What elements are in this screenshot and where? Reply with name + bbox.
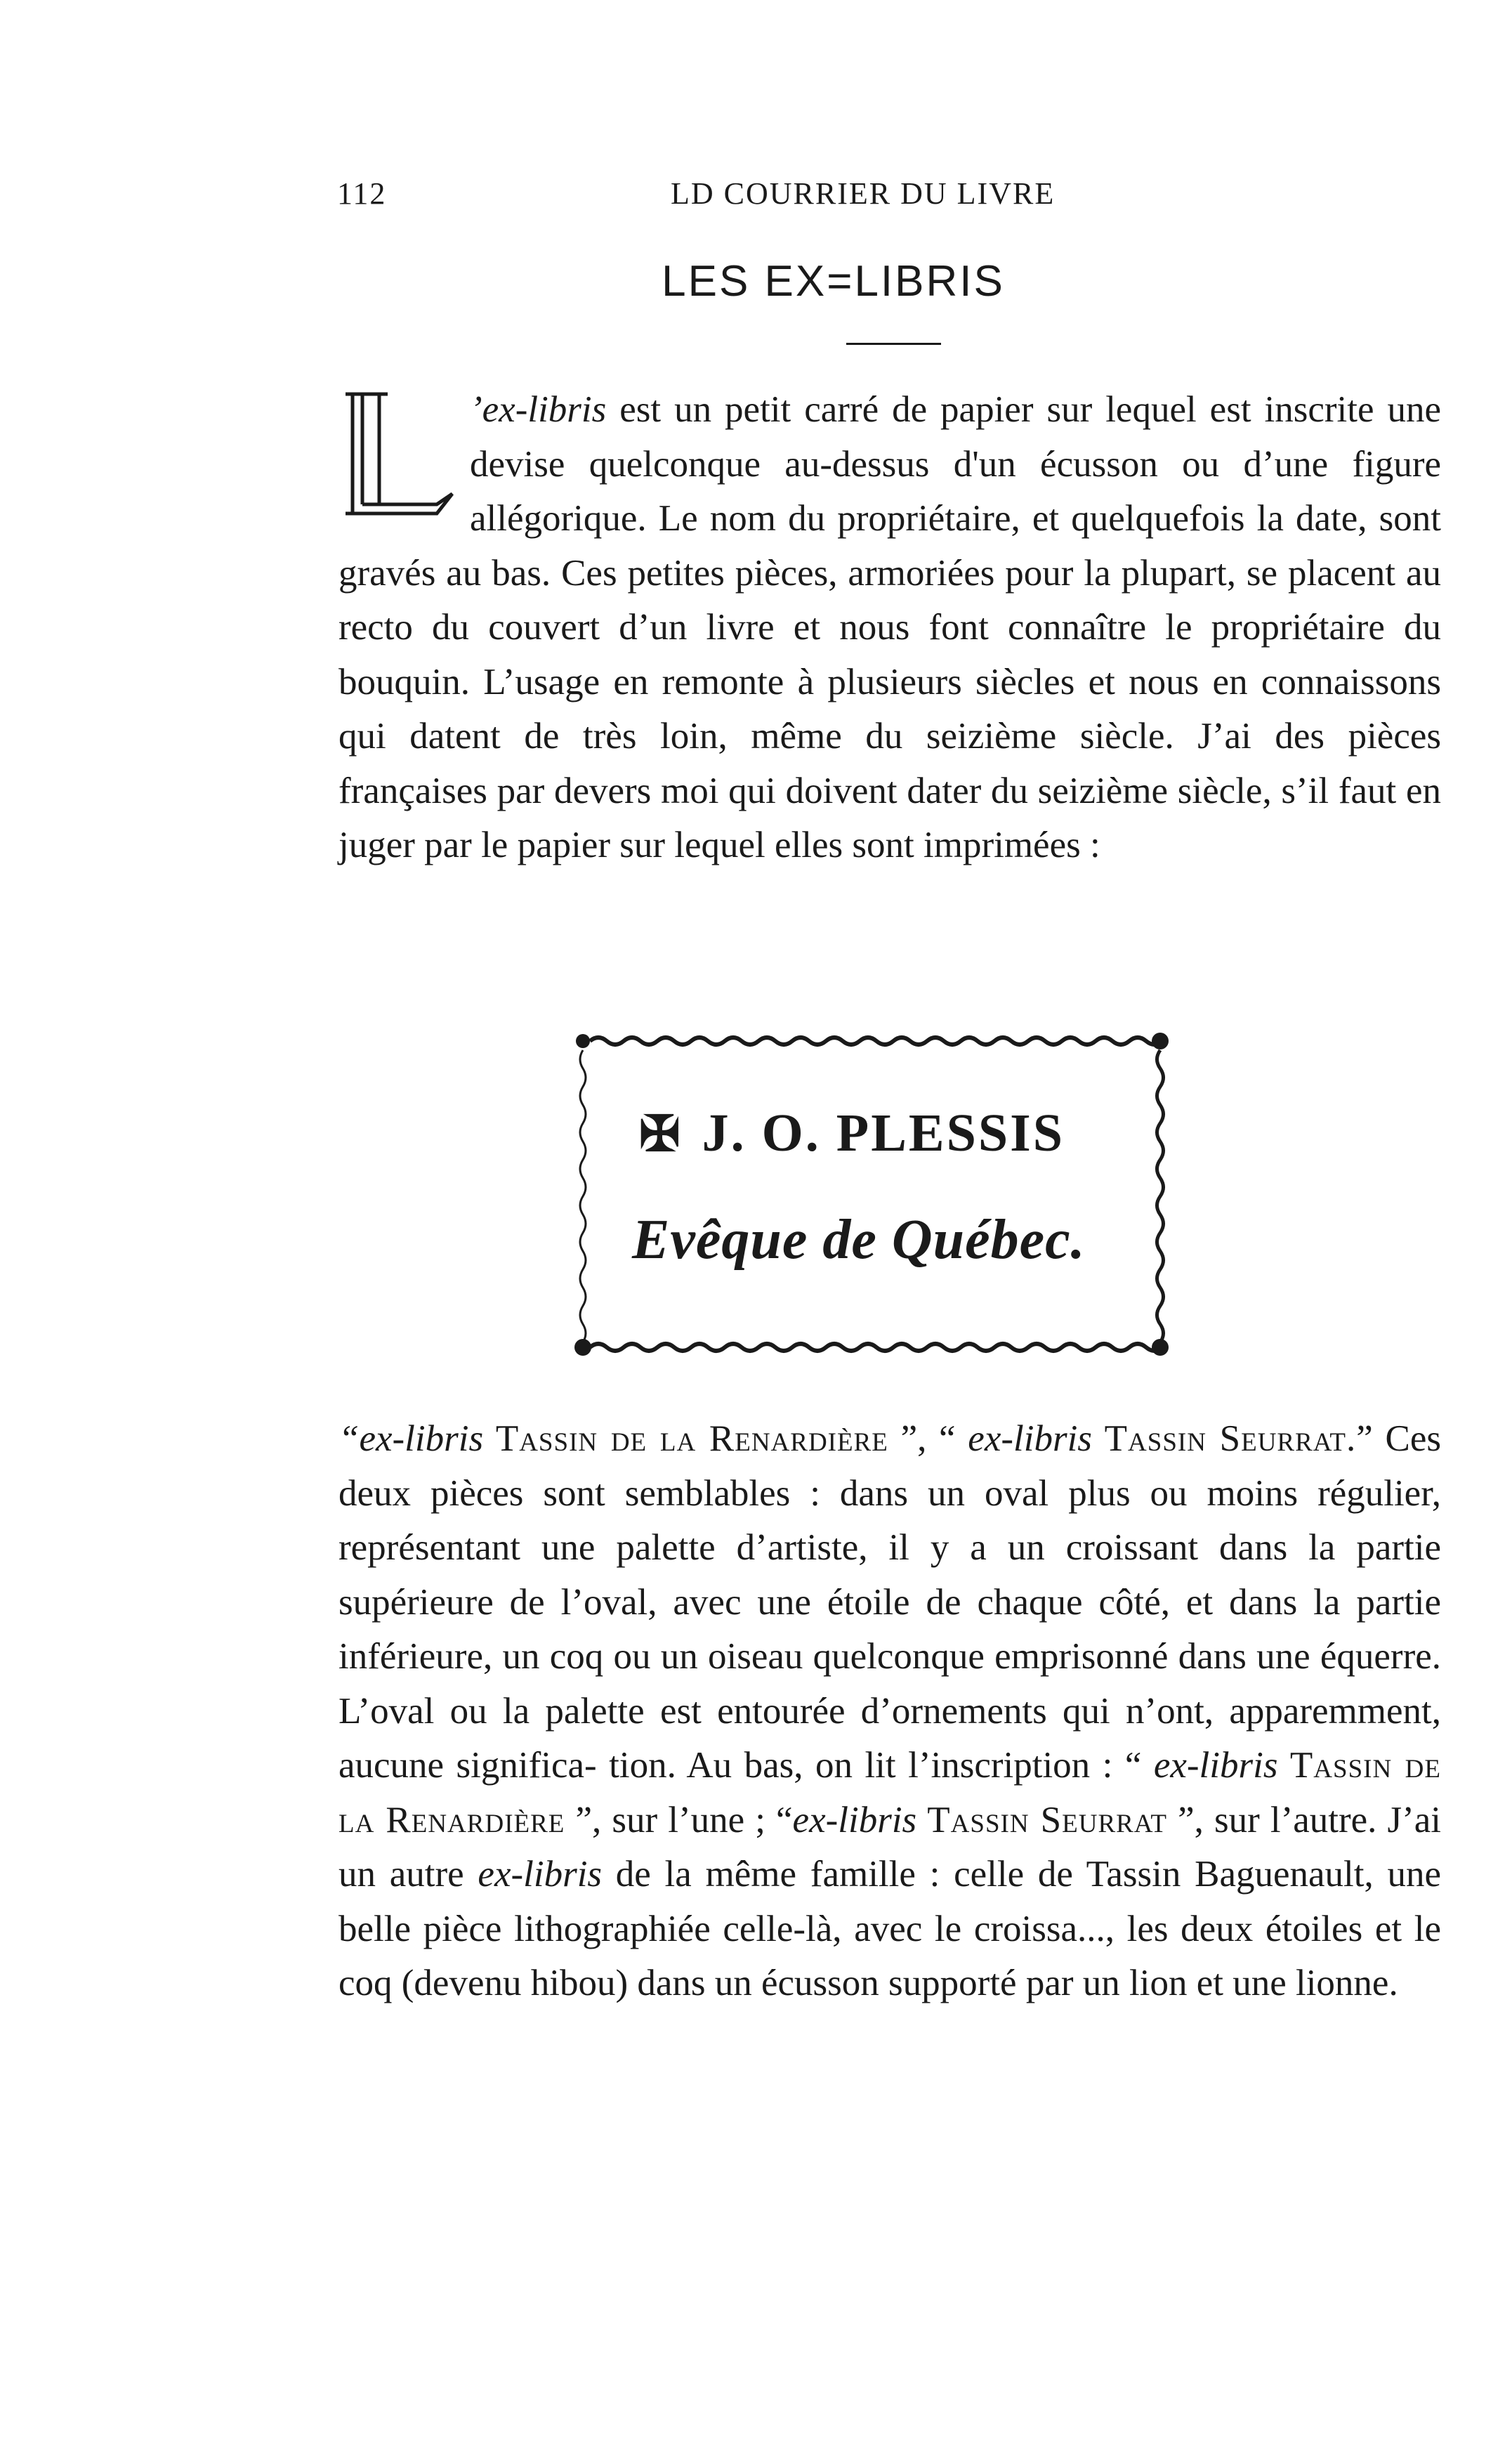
paragraph-2 — [338, 1412, 1441, 2011]
text-run: Tassin de la Renardière — [338, 1745, 1441, 1840]
text-run: est un petit carré de papier sur lequel est inscrite une devise quelconque au-dessus d'un écusson ou d’une figure allégorique. Le nom du propriétaire, et quelquefois la date, sont gravés au bas. Ces petites pièces, armoriées pour la plupart, se placent au recto du couvert d’un livre et nous font connaître le propriétaire du bouquin. L’usage en remonte à plusieurs siècles et nous en connaissons qui datent de très loin, même du seizième siècle. J’ai des pièces françaises par devers moi qui doivent dater du seizième siècle, s’il faut en juger par le papier sur lequel elles sont imprimées : — [338, 389, 1441, 865]
paragraph-1-text — [338, 383, 1441, 873]
text-run — [1092, 1418, 1105, 1459]
drop-cap-letter — [338, 388, 454, 529]
bookplate-name: ✠ J. O. PLESSIS — [639, 1104, 1065, 1163]
text-run: ”, sur l’autre. J’ai un autre — [338, 1799, 1441, 1895]
text-run: Tassin Seurrat. — [1104, 1418, 1357, 1459]
text-run: ” Ces deux pièces sont semblables : dans un oval plus ou moins régulier, représentant une palette d’artiste, il y a un croissant dans la partie supérieure de l’oval, avec une étoile de chaque côté, et dans la partie inférieure, un coq ou un oiseau quelconque emprisonné dans une équerre. L’oval ou la palette est entourée d’ornements qui n’ont, apparemment, aucune significa- tion. Au bas, on lit l’inscription : “ — [338, 1418, 1441, 1786]
text-run: ex-libris — [478, 1854, 603, 1895]
paragraph-2-text — [338, 1412, 1441, 2011]
text-run: ex-libris — [1153, 1745, 1278, 1786]
title-rule — [846, 343, 941, 345]
ex-libris-bookplate — [562, 1019, 1180, 1370]
running-head — [337, 176, 1119, 225]
bookplate-title: Evêque de Québec. — [632, 1209, 1086, 1271]
journal-title: LD COURRIER DU LIVRE — [671, 176, 1056, 211]
text-run — [483, 1418, 496, 1459]
text-run: de la même famille : celle de Tassin Baguenault, une belle pièce lithographiée celle-là, avec le croissa..., les deux étoiles et le coq (devenu hibou) dans un écusson supporté par un lion et une lionne. — [338, 1854, 1441, 2003]
text-run: ex-libris — [968, 1418, 1092, 1459]
text-run: ex-libris — [792, 1799, 917, 1840]
page-number: 112 — [337, 176, 387, 211]
text-run — [916, 1800, 927, 1840]
text-run: ’ex-libris — [470, 389, 607, 430]
text-run: “ex-libris — [338, 1418, 484, 1459]
text-run: Tassin de la Renardière — [495, 1418, 888, 1459]
drop-cap-l-icon — [338, 388, 454, 529]
paragraph-1 — [338, 383, 1441, 873]
section-title: LES EX=LIBRIS — [662, 257, 1005, 306]
text-run — [1277, 1745, 1289, 1786]
ornamental-border-icon — [562, 1019, 1180, 1370]
text-run: ”, “ — [888, 1418, 968, 1459]
text-run: ”, sur l’une ; “ — [565, 1799, 793, 1840]
maltese-cross-icon: ✠ — [639, 1108, 683, 1162]
text-run: Tassin Seurrat — [927, 1799, 1168, 1840]
